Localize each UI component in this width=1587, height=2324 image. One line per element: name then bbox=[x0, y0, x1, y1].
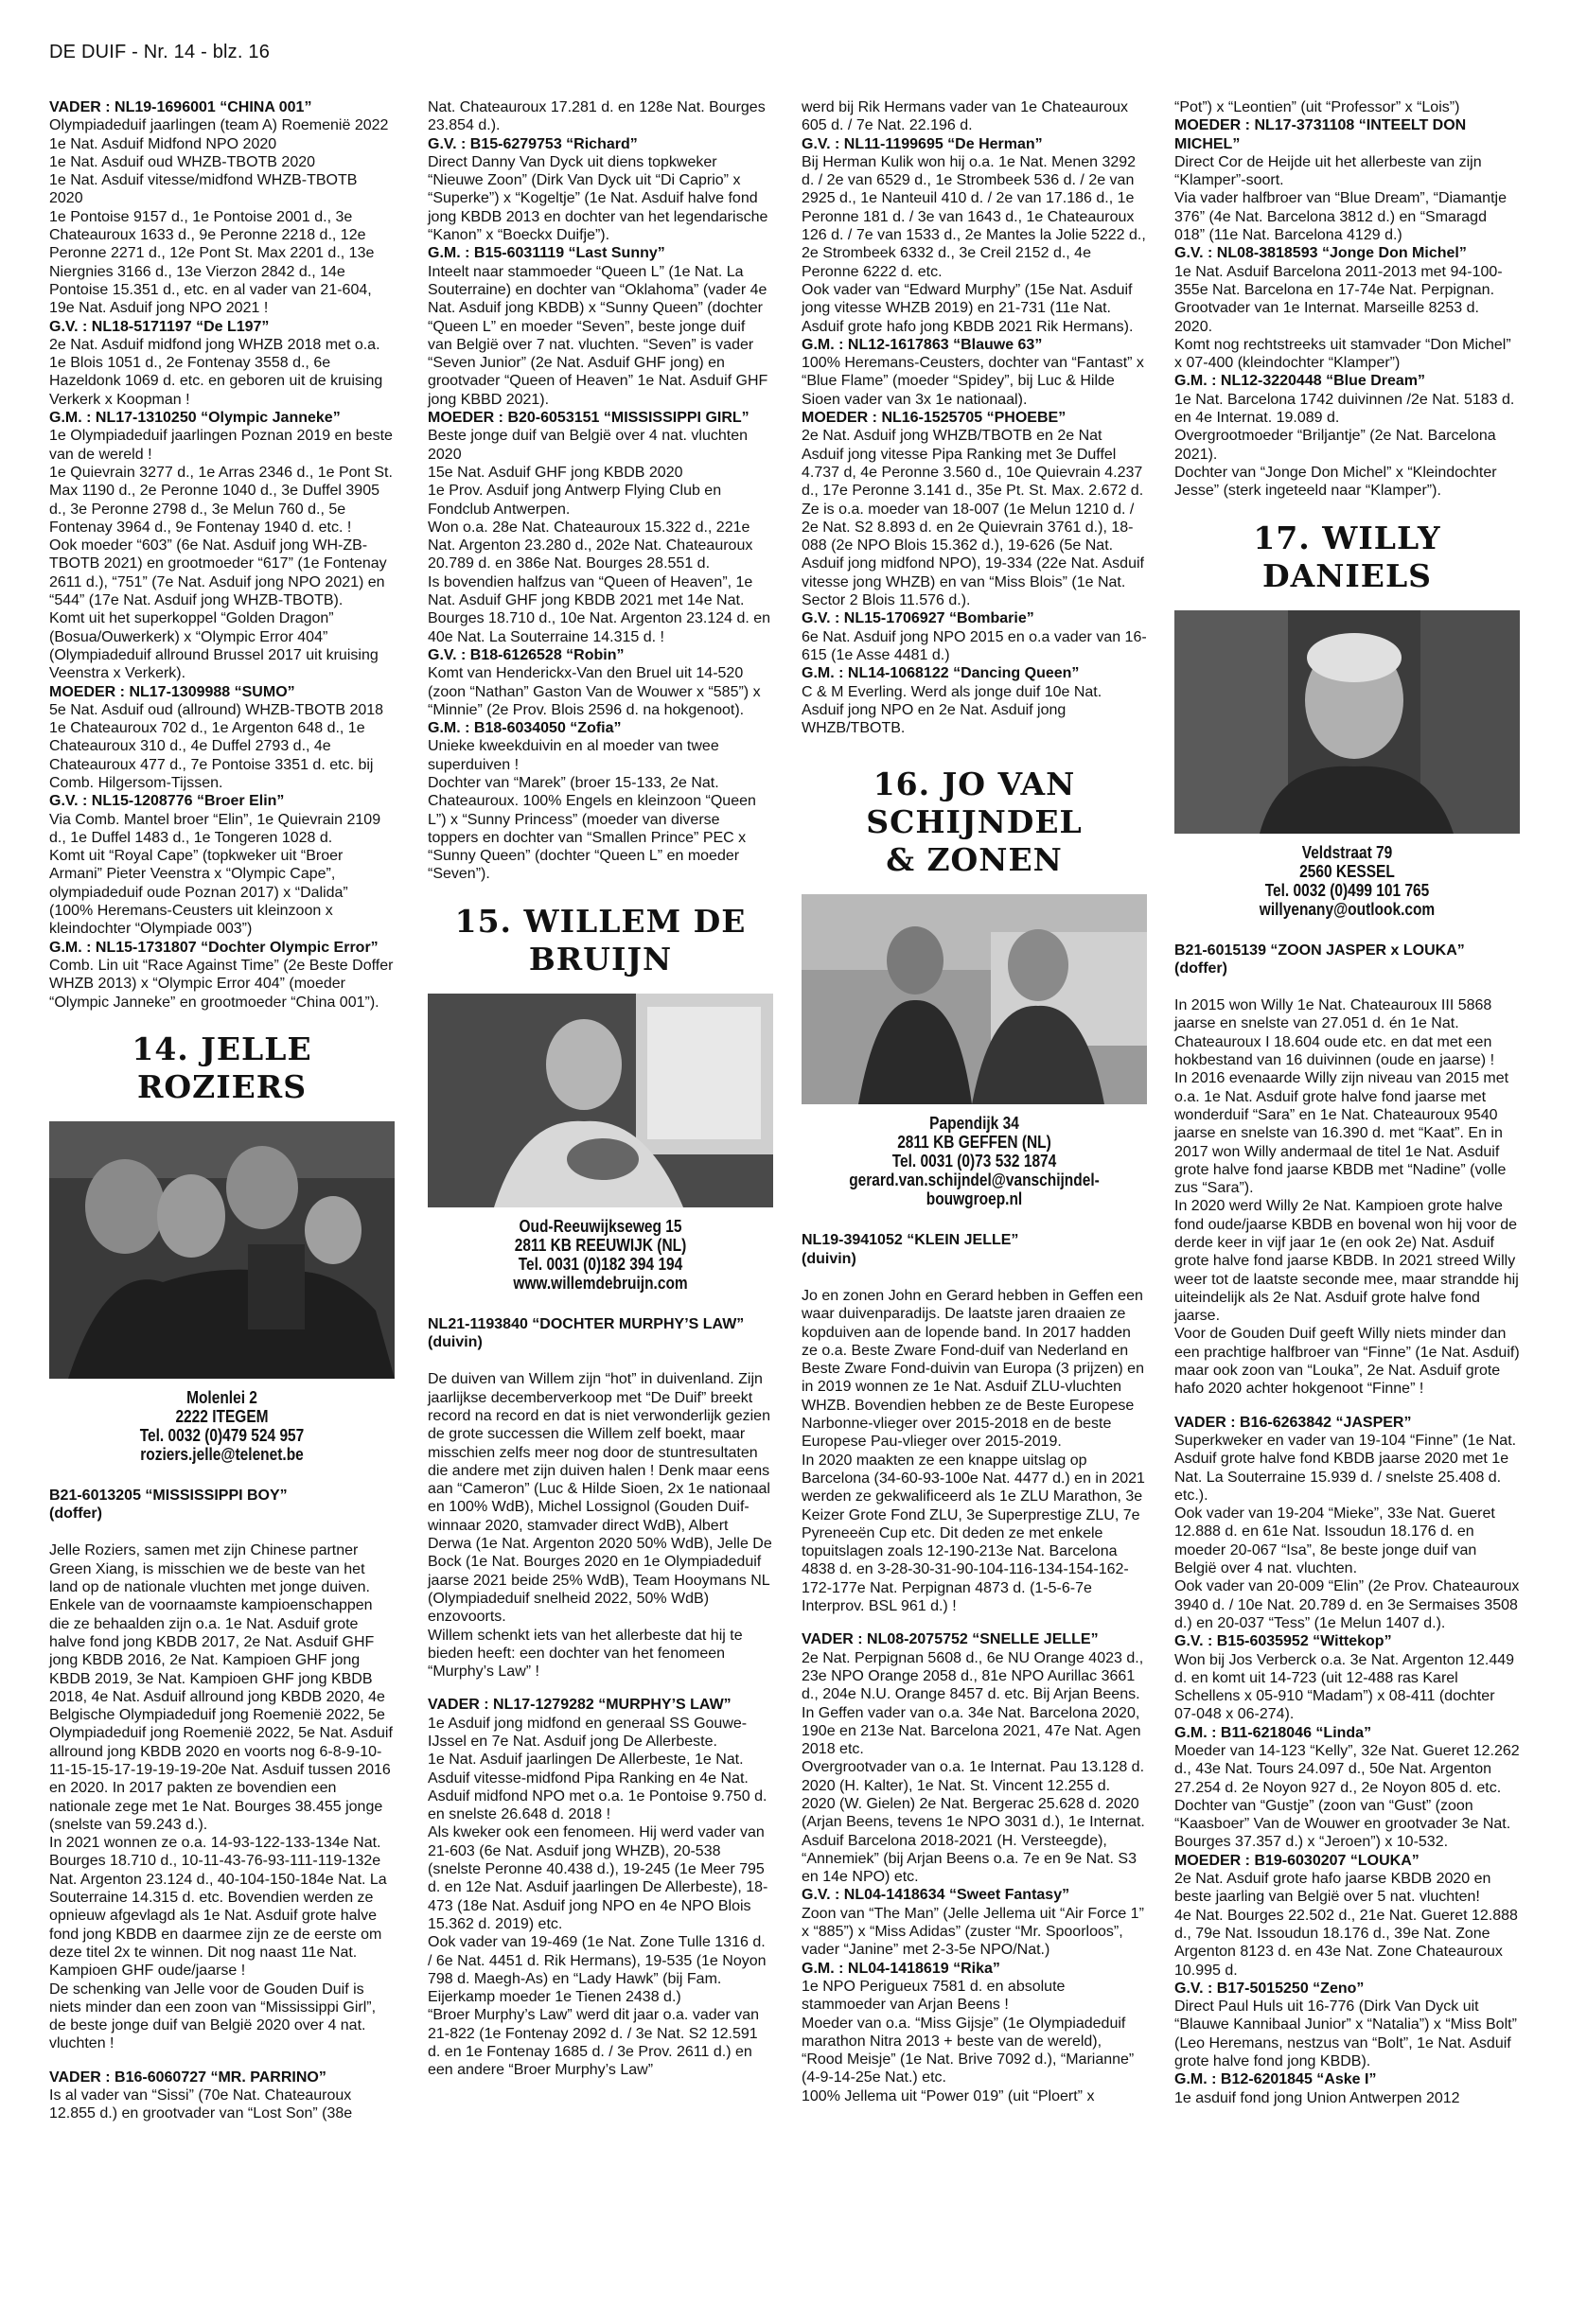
heading-gv: G.V. : NL15-1706927 “Bombarie” bbox=[802, 610, 1034, 627]
paragraph: 2e Nat. Asduif grote hafo jaarse KBDB 2020 en beste jaarling van België over 5 nat. vluchten! 4e Nat. Bourges 22.502 d., 21e Nat. Gueret 12.888 d., 79e Nat. Issoudun 18.176 d., 39e Nat. Zone Argenton 8123 d. en 43e Nat. Zone Chateauroux 10.995 d. bbox=[1174, 1871, 1518, 1979]
pigeon-sex: (doffer) bbox=[49, 1505, 102, 1523]
paragraph: Komt van Henderickx-Van den Bruel uit 14-520 (zoon “Nathan” Gaston Van de Wouwer x “585”) x “Minnie” (2e Prov. Blois 2596 d. na hokgenoot). bbox=[428, 665, 766, 718]
address-line: 2222 ITEGEM bbox=[175, 1406, 269, 1426]
heading-gv: G.V. : NL15-1208776 “Broer Elin” bbox=[49, 793, 285, 810]
heading-moeder: MOEDER : B20-6053151 “MISSISSIPPI GIRL” bbox=[428, 410, 749, 427]
paragraph: Inteelt naar stammoeder “Queen L” (1e Nat. La Souterraine) en dochter van “Oklahoma” (vader 4e Nat. Asduif jong KBDB) x “Sunny Queen” (dochter “Queen L” en moeder “Seven”, beste jonge duif van België over 7 nat. vluchten. “Seven” is vader “Seven Junior” (2e Nat. Asduif GHF jong) en grootvader “Queen of Heaven” 1e Nat. Asduif GHF jong KBBD 2021). bbox=[428, 263, 772, 408]
paragraph: Comb. Lin uit “Race Against Time” (2e Beste Doffer WHZB 2013) x “Olympic Error 404” (moeder “Olympic Janneke” en grootmoeder “China 001”). bbox=[49, 957, 397, 1011]
running-head: DE DUIF - Nr. 14 - blz. 16 bbox=[49, 42, 271, 62]
heading-vader: VADER : B16-6060727 “MR. PARRINO” bbox=[49, 2069, 326, 2086]
heading-moeder: MOEDER : NL17-3731108 “INTEELT DON MICHEL” bbox=[1174, 117, 1471, 152]
pigeon-id: B21-6015139 “ZOON JASPER x LOUKA” bbox=[1174, 942, 1465, 959]
paragraph: In 2015 won Willy 1e Nat. Chateauroux III 5868 jaarse en snelste van 27.051 d. én 1e Nat. Chateauroux I 18.604 oude etc. en dat met een hokbestand van 16 duivinnen (oude en jaarse) ! In 2016 evenaarde Willy zijn niveau van 2015 met o.a. 1e Nat. Asduif grote halve fond jaarse met wonderduif “Sara” en 1e Nat. Chateauroux 9540 jaarse en snelste van 16.390 d. met “Kaat”. En in 2017 won Willy andermaal de titel 1e Nat. Asduif grote halve fond jaarse KBDB met “Nadine” (volle zus “Sara”). In 2020 werd Willy 2e Nat. Kampioen grote halve fond oude/jaarse KBDB en bovenal won hij voor de derde keer in vijf jaar 1e (en ook 2e) Nat. Asduif grote halve fond jaarse KBDB. In 2021 streed Willy weer tot de laatste seconde mee, maar strandde hij uiteindelijk als 2e Nat. Asduif grote halve fond jaarse. Voor de Gouden Duif geeft Willy niets minder dan een prachtige halfbroer van “Finne” (1e Nat. Asduif) maar ook zoon van “Louka”, 2e Nat. Asduif grote hafo 2020 achter hokgenoot “Finne” ! bbox=[1174, 997, 1520, 1398]
heading-vader: VADER : NL17-1279282 “MURPHY’S LAW” bbox=[428, 1697, 732, 1714]
phone: Tel. 0031 (0)73 532 1874 bbox=[891, 1152, 1057, 1171]
heading-gm: G.M. : NL04-1418619 “Rika” bbox=[802, 1960, 1000, 1977]
address-block bbox=[74, 1388, 371, 1464]
heading-gm: G.M. : NL14-1068122 “Dancing Queen” bbox=[802, 665, 1080, 682]
pigeon-sex: (doffer) bbox=[1174, 960, 1227, 977]
paragraph: Jo en zonen John en Gerard hebben in Geffen een waar duivenparadijs. De laatste jaren draaien ze kopduiven aan de lopende band. In 2017 hadden ze o.a. Beste Zware Fond-duif van Nederland en Beste Zware Fond-duivin van Europa (3 prijzen) en in 2019 wonnen ze 1e Nat. Asduif ZLU-vluchten WHZB. Bovendien hebben ze de Beste Europese Narbonne-vlieger over 2015-2018 en de beste Europese Pau-vlieger over 2015-2019. In 2020 maakten ze een knappe uitslag op Barcelona (34-60-93-100e Nat. 4477 d.) en in 2021 werden ze gekwalificeerd als 1e ZLU Marathon, 3e Keizer Grote Fond ZLU, 3e Superprestige ZLU, 7e Pyreneeën Cup etc. Dit deden ze met enkele topuitslagen zoals 12-190-213e Nat. Barcelona 4838 d. en 3-28-30-31-90-104-116-134-154-162-172-177e Nat. Perpignan 4873 d. (1-5-6-7e Interprov. BSL 961 d.) ! bbox=[802, 1287, 1145, 1615]
paragraph: 2e Nat. Asduif midfond jong WHZB 2018 met o.a. 1e Blois 1051 d., 2e Fontenay 3558 d., 6e Hazeldonk 1069 d. etc. en geboren uit de kruising Verkerk x Koopman ! bbox=[49, 336, 387, 408]
address-block bbox=[452, 1217, 749, 1293]
paragraph: werd bij Rik Hermans vader van 1e Chateauroux 605 d. / 7e Nat. 22.196 d. bbox=[802, 99, 1133, 134]
paragraph: 2e Nat. Perpignan 5608 d., 6e NU Orange 4023 d., 23e NPO Orange 2058 d., 81e NPO Aurillac 3661 d., 204e N.U. Orange 8457 d. etc. Bij Arjan Beens. In Geffen vader van o.a. 34e Nat. Barcelona 2020, 190e en 213e Nat. Barcelona 2021, 47e Nat. Agen 2018 etc. Overgrootvader van o.a. 1e Internat. Pau 13.128 d. 2020 (H. Kalter), 1e Nat. St. Vincent 12.255 d. 2020 (W. Gielen) 2e Nat. Bergerac 25.628 d. 2020 (Arjan Beens, tevens 1e NPO 3031 d.), 1e Internat. Asduif Barcelona 2018-2021 (H. Versteegde), “Annemiek” (bij Arjan Beens o.a. 7e en 9e Nat. S3 en 14e NPO) etc. bbox=[802, 1649, 1145, 1886]
phone: Tel. 0032 (0)499 101 765 bbox=[1264, 880, 1430, 900]
heading-gv: G.V. : NL04-1418634 “Sweet Fantasy” bbox=[802, 1887, 1070, 1904]
heading-vader: VADER : NL19-1696001 “CHINA 001” bbox=[49, 99, 312, 115]
paragraph: Zoon van “The Man” (Jelle Jellema uit “Air Force 1” x “885”) x “Miss Adidas” (zuster “Mr. Spoorloos”, vader “Janine” met 2-3-5e NPO/Nat.) bbox=[802, 1905, 1149, 1959]
paragraph: Won bij Jos Verberck o.a. 3e Nat. Argenton 12.449 d. en komt uit 14-723 (uit 12-488 ras Karel Schellens x 05-910 “Madam”) x 08-411 (dochter 07-048 x 06-274). bbox=[1174, 1651, 1519, 1723]
heading-gv: G.V. : B15-6035952 “Wittekop” bbox=[1174, 1633, 1392, 1650]
section-title-line: & ZONEN bbox=[886, 841, 1063, 879]
paragraph: Is al vader van “Sissi” (70e Nat. Chateauroux 12.855 d.) en grootvader van “Lost Son” (38e bbox=[49, 2087, 356, 2122]
column-4 bbox=[1174, 98, 1520, 2107]
paragraph: 100% Heremans-Ceusters, dochter van “Fantast” x “Blue Flame” (moeder “Spidey”, bij Luc & Hilde Sioen vader van 3x 1e nationaal). bbox=[802, 355, 1149, 408]
heading-moeder: MOEDER : NL17-1309988 “SUMO” bbox=[49, 683, 295, 700]
paragraph: Direct Paul Huls uit 16-776 (Dirk Van Dyck uit “Blauwe Kannibaal Junior” x “Natalia”) x “Miss Bolt” (Leo Heremans, nestzus van “Bolt”, 1e Nat. Asduif grote halve fond jong KBDB). bbox=[1174, 1998, 1522, 2070]
column-2 bbox=[428, 98, 773, 2080]
section-title: 15. WILLEM DE BRUIJN bbox=[454, 902, 747, 977]
address-block bbox=[826, 1114, 1123, 1208]
paragraph: Moeder van 14-123 “Kelly”, 32e Nat. Gueret 12.262 d., 43e Nat. Tours 24.097 d., 50e Nat. Argenton 27.254 d. 2e Noyon 927 d., 2e Noyon 805 d. etc. Dochter van “Gustje” (zoon van “Gust” (zoon “Kaasboer” Van de Wouwer en grootvader 3e Nat. Bourges 37.357 d.) x “Jeroen”) x 10-532. bbox=[1174, 1743, 1520, 1851]
paragraph: 1e Nat. Barcelona 1742 duivinnen /2e Nat. 5183 d. en 4e Internat. 19.089 d. Overgrootmoeder “Briljantje” (2e Nat. Barcelona 2021). Dochter van “Jonge Don Michel” x “Kleindochter Jesse” (sterk ingeteeld naar “Klamper”). bbox=[1174, 391, 1515, 500]
heading-gm: G.M. : NL15-1731807 “Dochter Olympic Error” bbox=[49, 939, 379, 956]
section-title-line: 16. JO VAN SCHIJNDEL bbox=[866, 766, 1083, 841]
heading-vader: VADER : NL08-2075752 “SNELLE JELLE” bbox=[802, 1631, 1099, 1648]
paragraph: 6e Nat. Asduif jong NPO 2015 en o.a vader van 16-615 (1e Asse 4481 d.) bbox=[802, 628, 1147, 663]
paragraph: Olympiadeduif jaarlingen (team A) Roemenië 2022 1e Nat. Asduif Midfond NPO 2020 1e Nat. Asduif oud WHZB-TBOTB 2020 1e Nat. Asduif vitesse/midfond WHZB-TBOTB 2020 1e Pontoise 9157 d., 1e Pontoise 2001 d., 3e Chateauroux 1633 d., 9e Peronne 2218 d., 12e Peronne 2271 d., 12e Pont St. Max 2201 d., 13e Niergnies 3166 d., 13e Vierzon 2842 d., 14e Pontoise 15.351 d., etc. en al vader van 21-604, 19e Nat. Asduif jong NPO 2021 ! bbox=[49, 117, 389, 317]
heading-moeder: MOEDER : B19-6030207 “LOUKA” bbox=[1174, 1852, 1419, 1869]
paragraph: 1e Nat. Asduif Barcelona 2011-2013 met 94-100-355e Nat. Barcelona en 17-74e Nat. Perpignan. Grootvader van 1e Internat. Marseille 8253 d. 2020. Komt nog rechtstreeks uit stamvader “Don Michel” x 07-400 (kleindochter “Klamper”) bbox=[1174, 263, 1511, 372]
address-line: Oud-Reeuwijkseweg 15 bbox=[519, 1216, 682, 1236]
heading-moeder: MOEDER : NL16-1525705 “PHOEBE” bbox=[802, 410, 1067, 427]
email: willyenany@outlook.com bbox=[1259, 899, 1436, 919]
paragraph: Direct Cor de Heijde uit het allerbeste van zijn “Klamper”-soort. Via vader halfbroer van “Blue Dream”, “Diamantje 376” (4e Nat. Barcelona 3812 d.) en “Smaragd 018” (11e Nat. Barcelona 4129 d.) bbox=[1174, 153, 1507, 244]
heading-gv: G.V. : B18-6126528 “Robin” bbox=[428, 646, 625, 663]
heading-gm: G.M. : B18-6034050 “Zofia” bbox=[428, 720, 622, 737]
paragraph: 1e asduif fond jong Union Antwerpen 2012 bbox=[1174, 2089, 1460, 2106]
column-3 bbox=[802, 98, 1147, 2105]
heading-gm: G.M. : NL12-1617863 “Blauwe 63” bbox=[802, 336, 1043, 353]
heading-gm: G.M. : B12-6201845 “Aske I” bbox=[1174, 2071, 1377, 2088]
heading-gm: G.M. : NL12-3220448 “Blue Dream” bbox=[1174, 373, 1425, 390]
heading-gv: G.V. : NL08-3818593 “Jonge Don Michel” bbox=[1174, 245, 1467, 262]
heading-gm: G.M. : B11-6218046 “Linda” bbox=[1174, 1724, 1372, 1741]
paragraph: Superkweker en vader van 19-104 “Finne” (1e Nat. Asduif grote halve fond KBDB jaarse 2020 met 1e Nat. La Souterraine 15.939 d. / snelste 25.408 d. etc.). Ook vader van 19-204 “Mieke”, 33e Nat. Gueret 12.888 d. en 61e Nat. Issoudun 18.176 d. en moeder 20-067 “Isa”, 8e beste jonge duif van België over 4 nat. vluchten. Ook vader van 20-009 “Elin” (2e Prov. Chateauroux 3940 d. / 10e Nat. 20.789 d. en 3e Sermaises 3508 d.) en 20-037 “Tess” (1e Melun 1407 d.). bbox=[1174, 1432, 1520, 1631]
heading-gv: G.V. : NL18-5171197 “De L197” bbox=[49, 318, 270, 335]
paragraph: 2e Nat. Asduif jong WHZB/TBOTB en 2e Nat Asduif jong vitesse Pipa Ranking met 3e Duffel 4.737 d, 4e Peronne 3.560 d., 10e Quievrain 4.237 d., 17e Peronne 3.141 d., 35e Pt. St. Max. 2.672 d. Ze is o.a. moeder van 18-007 (1e Melun 1210 d. / 2e Nat. S2 8.893 d. en 2e Quievrain 3761 d.), 18-088 (2e NPO Blois 15.362 d.), 19-626 (5e Nat. Asduif jong midfond NPO), 19-334 (22e Nat. Asduif vitesse jong WHZB) en van “Miss Blois” (1e Nat. Sector 2 Blois 11.576 d.). bbox=[802, 428, 1144, 609]
pigeon-id: NL19-3941052 “KLEIN JELLE” bbox=[802, 1232, 1019, 1249]
address-block bbox=[1199, 843, 1496, 919]
paragraph: Bij Herman Kulik won hij o.a. 1e Nat. Menen 3292 d. / 2e van 6529 d., 1e Strombeek 536 d. / 2e van 2925 d., 1e Nanteuil 410 d. / 2e van 17.186 d., 1e Peronne 181 d. / 3e van 1643 d., 1e Chateauroux 126 d. / 7e van 1533 d., 2e Mantes la Jolie 5222 d., 2e Strombeek 6332 d., 3e Creil 2152 d., 4e Peronne 6222 d. etc. Ook vader van “Edward Murphy” (15e Nat. Asduif jong vitesse WHZB 2019) en 21-731 (11e Nat. Asduif grote hafo jong KBDB 2021 Rik Hermans). bbox=[802, 153, 1146, 335]
paragraph: C & M Everling. Werd als jonge duif 10e Nat. Asduif jong NPO en 2e Nat. Asduif jong WHZB/TBOTB. bbox=[802, 683, 1105, 737]
paragraph: “Pot”) x “Leontien” (uit “Professor” x “Lois”) bbox=[1174, 99, 1460, 115]
paragraph: De duiven van Willem zijn “hot” in duivenland. Zijn jaarlijkse decemberverkoop met “De Duif” breekt record na record en dat is niet verwonderlijk gezien de grote successen die Willem zelf boekt, maar misschien zelfs meer nog door de stuntresultaten die andere met zijn duiven halen ! Denk maar eens aan “Cameron” (Luc & Hilde Sioen, 2x 1e nationaal en 100% WdB), Michel Lossignol (Gouden Duif-winnaar 2020, stamvader direct WdB), Albert Derwa (1e Nat. Argenton 2020 50% WdB), Jelle De Bock (1e Nat. Bourges 2020 en 1e Olympiadeduif jaarse 2021 beide 25% WdB), Team Hooymans NL (Olympiadeduif snelheid 2022, 50% WdB) enzovoorts. Willem schenkt iets van het allerbeste dat hij te bieden heeft: een dochter van het fenomeen “Murphy’s Law” ! bbox=[428, 1371, 772, 1681]
paragraph: Beste jonge duif van België over 4 nat. vluchten 2020 15e Nat. Asduif GHF jong KBDB 2020 1e Prov. Asduif jong Antwerp Flying Club en Fondclub Antwerpen. Won o.a. 28e Nat. Chateauroux 15.322 d., 221e Nat. Argenton 23.280 d., 202e Nat. Chateauroux 20.789 d. en 386e Nat. Bourges 28.551 d. Is bovendien halfzus van “Queen of Heaven”, 1e Nat. Asduif GHF jong KBDB 2021 met 14e Nat. Bourges 18.710 d., 10e Nat. Argenton 23.124 d. en 40e Nat. La Souterraine 14.315 d. ! bbox=[428, 428, 771, 645]
address-line: Molenlei 2 bbox=[186, 1387, 257, 1407]
heading-gm: G.M. : NL17-1310250 “Olympic Janneke” bbox=[49, 410, 341, 427]
heading-gv: G.V. : NL11-1199695 “De Herman” bbox=[802, 135, 1043, 152]
address-line: 2811 KB REEUWIJK (NL) bbox=[514, 1235, 687, 1255]
breeder-photo bbox=[802, 894, 1147, 1104]
heading-gv: G.V. : B15-6279753 “Richard” bbox=[428, 135, 638, 152]
paragraph: 1e Asduif jong midfond en generaal SS Gouwe-IJssel en 7e Nat. Asduif jong De Allerbeste. 1e Nat. Asduif jaarlingen De Allerbeste, 1e Nat. Asduif vitesse-midfond Pipa Ranking en 4e Nat. Asduif midfond NPO met o.a. 1e Pontoise 9.750 d. en snelste 26.648 d. 2018 ! Als kweker ook een fenomeen. Hij werd vader van 21-603 (6e Nat. Asduif jong WHZB), 20-538 (snelste Peronne 40.438 d.), 19-245 (1e Meer 795 d. en 12e Nat. Asduif jaarlingen De Allerbeste), 18-473 (18e Nat. Asduif jong NPO en 4e NPO Blois 15.362 d. 2019) etc. Ook vader van 19-469 (1e Nat. Zone Tulle 1316 d. / 6e Nat. 4451 d. Rik Hermans), 19-535 (1e Noyon 798 d. Maegh-As) en “Lady Hawk” (bij Fam. Eijerkamp moeder 1e Tienen 2438 d.) “Broer Murphy’s Law” werd dit jaar o.a. vader van 21-822 (1e Fontenay 2092 d. / 3e Nat. S2 12.591 d. en 1e Fontenay 1685 d. / 3e Prov. 2611 d.) en een andere “Broer Murphy’s Law” bbox=[428, 1715, 768, 2079]
breeder-photo bbox=[1174, 610, 1520, 834]
paragraph: 5e Nat. Asduif oud (allround) WHZB-TBOTB 2018 1e Chateauroux 702 d., 1e Argenton 648 d., 1e Chateauroux 310 d., 4e Duffel 2793 d., 4e Chateauroux 477 d., 7e Pontoise 3351 d. etc. bij Comb. Hilgersom-Tijssen. bbox=[49, 701, 384, 791]
pigeon-sex: (duivin) bbox=[428, 1334, 483, 1351]
email: gerard.van.schijndel@vanschijndel- bbox=[849, 1171, 1100, 1190]
paragraph: Jelle Roziers, samen met zijn Chinese partner Green Xiang, is misschien we de beste van het land op de nationale vluchten met jonge duiven. Enkele van de voornaamste kampioenschappen die ze behaalden zijn o.a. 1e Nat. Asduif grote halve fond jong KBDB 2017, 2e Nat. Asduif GHF jong KBDB 2016, 2e Nat. Kampioen GHF jong KBDB 2019, 3e Nat. Kampioen GHF jong KBDB 2018, 4e Nat. Asduif allround jong KBDB 2020, 4e Belgische Olympiadeduif jong Roemenië 2022, 5e Olympiadeduif jong Roemenië 2022, 5e Nat. Asduif allround jong KBDB 2020 en voorts nog 6-8-9-10-11-15-15-17-19-19-19-20e Nat. Asduif tussen 2016 en 2020. In 2017 pakten ze bovendien een nationale zege met 1e Nat. Bourges 38.455 jonge (snelste van 59.243 d.). In 2021 wonnen ze o.a. 14-93-122-133-134e Nat. Bourges 18.710 d., 10-11-43-76-93-111-119-132e Nat. Argenton 23.124 d., 40-104-150-184e Nat. La Souterraine 14.315 d. etc. Bovendien werden ze opnieuw afgevlagd als 1e Nat. Asduif grote halve fond jong KBDB en daarmee zijn ze de eerste om deze titel 2x te winnen. Dit nog naast 11e Nat. Kampioen GHF oude/jaarse ! De schenking van Jelle voor de Gouden Duif is niets minder dan een zoon van “Mississippi Girl”, de beste jonge duif van België 2020 over 4 nat. vluchten ! bbox=[49, 1542, 393, 2052]
email: roziers.jelle@telenet.be bbox=[140, 1444, 304, 1464]
phone: Tel. 0032 (0)479 524 957 bbox=[139, 1425, 305, 1445]
section-title: 17. WILLY DANIELS bbox=[1253, 519, 1441, 594]
email: bouwgroep.nl bbox=[926, 1189, 1023, 1209]
paragraph: Via Comb. Mantel broer “Elin”, 1e Quievrain 2109 d., 1e Duffel 1483 d., 1e Tongeren 1028 d. Komt uit “Royal Cape” (topkweker uit “Broer Armani” Pieter Veenstra x “Olympic Cape”, olympiadeduif oude Poznan 2017) x “Dalida” (100% Heremans-Ceusters uit kleinzoon x kleindochter “Olympiade 003”) bbox=[49, 811, 381, 938]
column-1 bbox=[49, 98, 395, 2123]
pigeon-id: B21-6013205 “MISSISSIPPI BOY” bbox=[49, 1487, 288, 1504]
breeder-photo bbox=[49, 1121, 395, 1379]
website: www.willemdebruijn.com bbox=[513, 1273, 688, 1293]
heading-gm: G.M. : B15-6031119 “Last Sunny” bbox=[428, 245, 665, 262]
pigeon-sex: (duivin) bbox=[802, 1250, 856, 1267]
section-title bbox=[802, 766, 1147, 879]
paragraph: Direct Danny Van Dyck uit diens topkweker “Nieuwe Zoon” (Dirk Van Dyck uit “Di Caprio” x “Superke”) x “Kogeltje” (1e Nat. Asduif halve fond jong KBDB 2013 en dochter van het legendarische “Kanon” x “Boeckx Duifje”). bbox=[428, 153, 772, 244]
address-line: Veldstraat 79 bbox=[1301, 842, 1393, 862]
address-line: 2811 KB GEFFEN (NL) bbox=[897, 1133, 1051, 1153]
paragraph: Nat. Chateauroux 17.281 d. en 128e Nat. Bourges 23.854 d.). bbox=[428, 99, 770, 134]
paragraph: 1e NPO Perigueux 7581 d. en absolute stammoeder van Arjan Beens ! Moeder van o.a. “Miss Gijsje” (1e Olympiadeduif marathon Nitra 2013 + beste van de wereld), “Rood Meisje” (1e Nat. Brive 7092 d.), “Marianne” (4-9-14-25e Nat.) etc. 100% Jellema uit “Power 019” (uit “Ploert” x bbox=[802, 1978, 1135, 2104]
section-title: 14. JELLE ROZIERS bbox=[132, 1030, 312, 1105]
heading-gv: G.V. : B17-5015250 “Zeno” bbox=[1174, 1980, 1365, 1997]
address-line: 2560 KESSEL bbox=[1299, 861, 1395, 881]
phone: Tel. 0031 (0)182 394 194 bbox=[518, 1254, 683, 1274]
heading-vader: VADER : B16-6263842 “JASPER” bbox=[1174, 1414, 1412, 1431]
pigeon-id: NL21-1193840 “DOCHTER MURPHY’S LAW” bbox=[428, 1315, 745, 1332]
paragraph: Unieke kweekduivin en al moeder van twee superduiven ! Dochter van “Marek” (broer 15-133, 2e Nat. Chateauroux. 100% Engels en kleinzoon “Queen L”) x “Sunny Princess” (moeder van diverse toppers en dochter van “Smallen Prince” PEC x “Sunny Queen” (dochter “Queen L” en moeder “Seven”). bbox=[428, 738, 756, 883]
paragraph: 1e Olympiadeduif jaarlingen Poznan 2019 en beste van de wereld ! 1e Quievrain 3277 d., 1e Arras 2346 d., 1e Pont St. Max 1190 d., 2e Peronne 1040 d., 3e Duffel 3905 d., 3e Peronne 2798 d., 3e Melun 760 d., 5e Fontenay 3964 d., 9e Fontenay 1940 d. etc. ! Ook moeder “603” (6e Nat. Asduif jong WH-ZB-TBOTB 2021) en grootmoeder “617” (1e Fontenay 2611 d.), “751” (7e Nat. Asduif jong NPO 2021) en “544” (17e Nat. Asduif jong WHZB-TBOTB). Komt uit het superkoppel “Golden Dragon” (Bosua/Ouwerkerk) x “Olympic Error 404” (Olympiadeduif allround Brussel 2017 uit kruising Veenstra x Verkerk). bbox=[49, 428, 393, 682]
breeder-photo bbox=[428, 994, 773, 1207]
address-line: Papendijk 34 bbox=[929, 1114, 1019, 1134]
